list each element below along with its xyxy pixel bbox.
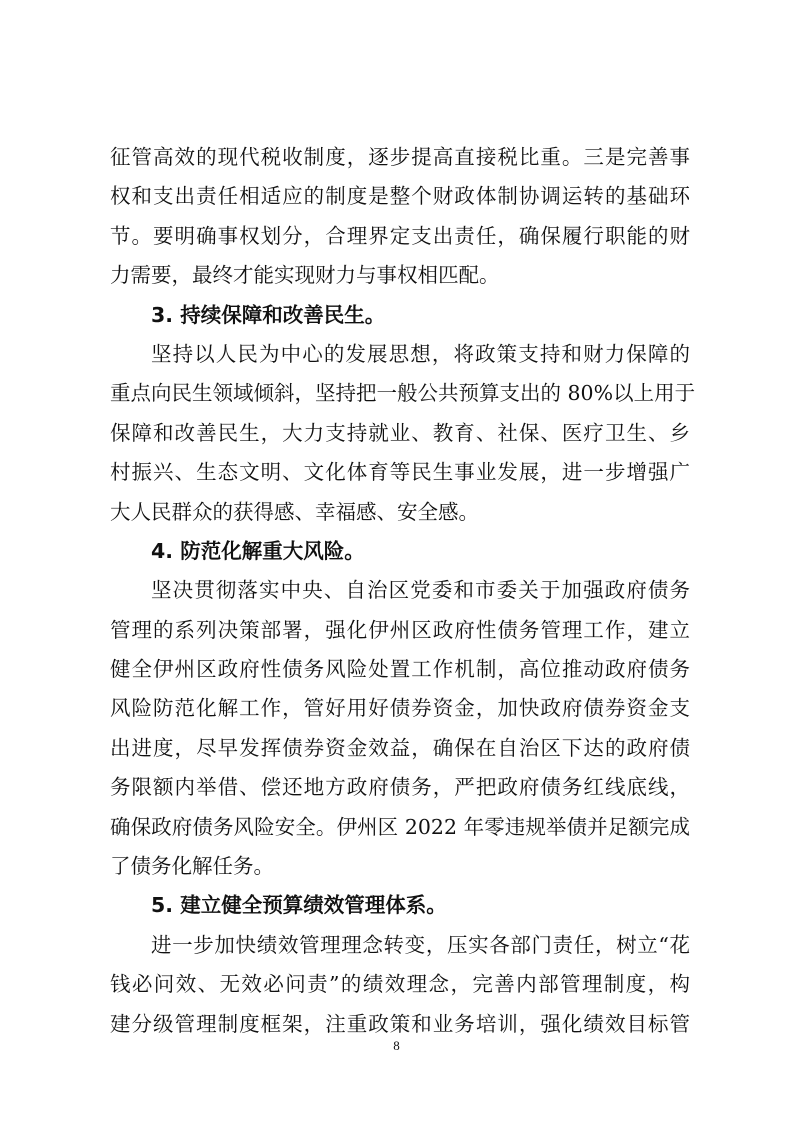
paragraph-line: 确保政府债务风险安全。伊州区 2022 年零违规举债并足额完成 xyxy=(110,814,690,839)
section-heading-5: 5. 建立健全预算绩效管理体系。 xyxy=(151,893,447,918)
paragraph-line: 力需要，最终才能实现财力与事权相匹配。 xyxy=(110,263,500,288)
paragraph-line: 务限额内举借、偿还地方政府债务，严把政府债务红线底线， xyxy=(110,775,690,800)
paragraph-line: 管理的系列决策部署，强化伊州区政府性债务管理工作，建立 xyxy=(110,617,690,642)
paragraph-line: 征管高效的现代税收制度，逐步提高直接税比重。三是完善事 xyxy=(110,145,690,169)
section-3-paragraph xyxy=(110,335,696,532)
paragraph-line: 建分级管理制度框架，注重政策和业务培训，强化绩效目标管 xyxy=(110,1011,690,1036)
document-body xyxy=(110,138,696,1044)
paragraph-line: 进一步加快绩效管理理念转变，压实各部门责任，树立“花 xyxy=(151,932,690,957)
section-5-paragraph xyxy=(110,926,690,1044)
paragraph-line: 了债务化解任务。 xyxy=(110,854,274,879)
paragraph-line: 坚持以人民为中心的发展思想，将政策支持和财力保障的 xyxy=(151,341,690,366)
paragraph-line: 重点向民生领域倾斜，坚持把一般公共预算支出的 80%以上用于 xyxy=(110,381,696,406)
paragraph-line: 大人民群众的获得感、幸福感、安全感。 xyxy=(110,499,479,524)
paragraph-line: 权和支出责任相适应的制度是整个财政体制协调运转的基础环 xyxy=(110,184,690,209)
paragraph-line: 出进度，尽早发挥债券资金效益，确保在自治区下达的政府债 xyxy=(110,735,690,760)
paragraph-line: 健全伊州区政府性债务风险处置工作机制，高位推动政府债务 xyxy=(110,657,690,682)
paragraph-line: 节。要明确事权划分，合理界定支出责任，确保履行职能的财 xyxy=(110,223,690,248)
paragraph-line: 坚决贯彻落实中央、自治区党委和市委关于加强政府债务 xyxy=(151,578,690,603)
paragraph-line: 风险防范化解工作，管好用好债券资金，加快政府债券资金支 xyxy=(110,696,690,721)
section-4-paragraph xyxy=(110,571,690,886)
paragraph-line: 钱必问效、无效必问责”的绩效理念，完善内部管理制度，构 xyxy=(110,972,690,997)
paragraph-line: 保障和改善民生，大力支持就业、教育、社保、医疗卫生、乡 xyxy=(110,420,690,445)
section-heading-3: 3. 持续保障和改善民生。 xyxy=(151,302,386,327)
section-heading-4: 4. 防范化解重大风险。 xyxy=(151,538,365,563)
page-number: 8 xyxy=(393,1038,400,1053)
intro-paragraph xyxy=(110,138,690,296)
paragraph-line: 村振兴、生态文明、文化体育等民生事业发展，进一步增强广 xyxy=(110,460,690,485)
